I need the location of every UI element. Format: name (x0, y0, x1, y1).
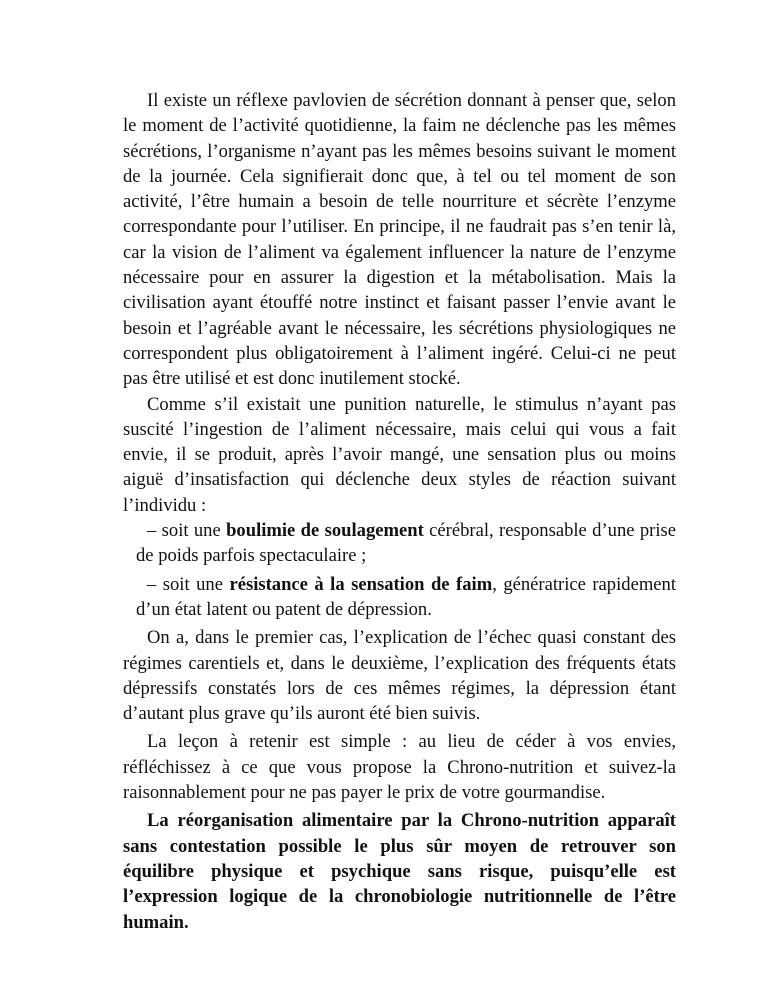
paragraph-punition: Comme s’il existait une punition naturelle, le stimulus n’ayant pas suscité l’ingestion de l’aliment nécessaire, mais celui qui vous a fait envie, il se produit, après l’avoir mangé, une sensation plus ou moins aiguë d’insatisfaction qui déclenche deux styles de réaction suivant l’individu : (123, 393, 676, 516)
paragraph-lecon: La leçon à retenir est simple : au lieu de céder à vos envies, réfléchissez à ce que vous propose la Chrono-nutrition et suivez-la raisonnablement pour ne pas payer le prix de votre gourmandise. (123, 731, 676, 804)
list-item-suffix: , génératrice rapidement d’un état latent ou patent de dépression. (136, 573, 677, 620)
list-item-prefix: – soit une (147, 520, 227, 542)
paragraph-explication: On a, dans le premier cas, l’explication de l’échec quasi constant des régimes carentiels et, dans le deuxième, l’explication des fréquents états dépressifs constatés lors de ces mêmes régimes, la dépression étant d’autant plus grave qu’ils auront été bien suivis. (123, 627, 676, 725)
list-item-emphasis: résistance à la sensation de faim (229, 573, 493, 595)
list-item (136, 572, 676, 623)
reaction-list (123, 518, 676, 622)
paragraph-conclusion: La réorganisation alimentaire par la Chrono-nutrition apparaît sans contestation possible le plus sûr moyen de retrouver son équilibre physique et psychique sans risque, puisqu’elle est l’expression logique de la chronobiologie nutritionnelle de l’être humain. (123, 810, 676, 933)
list-item-prefix: – soit une (147, 573, 230, 595)
list-item-suffix: cérébral, responsable d’une prise de poids parfois spectaculaire ; (136, 520, 676, 567)
list-item-emphasis: boulimie de soulagement (226, 520, 424, 542)
paragraph-reflexe: Il existe un réflexe pavlovien de sécrétion donnant à penser que, selon le moment de l’activité quotidienne, la faim ne déclenche pas les mêmes sécrétions, l’organisme n’ayant pas les mêmes besoins suivant le moment de la journée. Cela signifierait donc que, à tel ou tel moment de son activité, l’être humain a besoin de telle nourriture et sécrète l’enzyme correspondante pour l’utiliser. En principe, il ne faudrait pas s’en tenir là, car la vision de l’aliment va également influencer la nature de l’enzyme nécessaire pour en assurer la digestion et la métabolisation. Mais la civilisation ayant étouffé notre instinct et faisant passer l’envie avant le besoin et l’agréable avant le nécessaire, les sécrétions physiologiques ne correspondent plus obligatoirement à l’aliment ingéré. Celui-ci ne peut pas être utilisé et est donc inutilement stocké. (123, 90, 676, 390)
list-item (136, 518, 676, 569)
